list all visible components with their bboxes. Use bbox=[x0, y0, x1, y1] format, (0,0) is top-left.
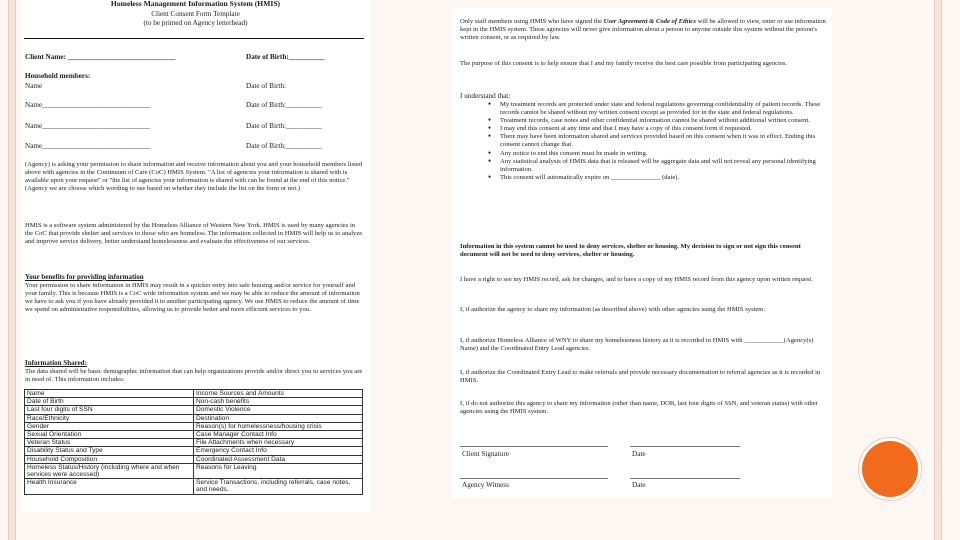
header-rule bbox=[24, 38, 364, 39]
info-table-row bbox=[25, 398, 363, 406]
authorization-option-2: I, if authorize Homeless Alliance of WNY to share my homelessness history as it is recorded in HMIS with ____________(Agency(s) Name) and the Coordinated Entry Lead agencies. bbox=[460, 337, 814, 353]
info-cell-left: Sexual Orientation bbox=[25, 431, 194, 439]
info-cell-right: File Attachments when necessary bbox=[194, 439, 363, 447]
member-name-4: Name______________________________ bbox=[25, 142, 150, 150]
info-cell-left: Last four digits of SSN bbox=[25, 406, 194, 414]
info-cell-right: Non-cash benefits bbox=[194, 398, 363, 406]
info-cell-right: Coordinated Assessment Data bbox=[194, 455, 363, 463]
understanding-item: ● I may end this consent at any time and that I may have a copy of this consent form if requested. bbox=[482, 125, 827, 133]
client-name-label: Client Name: ______________________________ bbox=[25, 53, 176, 61]
no-denial-statement: Information in this system cannot be used to deny services, shelter or housing. My decision to sign or not sign this consent document will not be used to deny services, shelter or housing. bbox=[460, 243, 801, 259]
authorization-option-1: I, if authorize the agency to share my information (as described above) with other agencies using the HMIS system. bbox=[460, 306, 766, 313]
accent-circle bbox=[862, 441, 918, 497]
information-shared-paragraph: The data shared will be basic demographic information that can help organizations provide and/or direct you to services you are in need of. This information includes: bbox=[25, 368, 363, 384]
form-subtitle: Client Consent Form Template bbox=[151, 10, 240, 18]
info-cell-right: Domestic Violence bbox=[194, 406, 363, 414]
info-table-row bbox=[25, 431, 363, 439]
form-letterhead-note: (to be printed on Agency letterhead) bbox=[143, 19, 248, 27]
understanding-list bbox=[482, 101, 827, 182]
staff-access-text-a: Only staff members using HMIS who have signed the bbox=[460, 18, 604, 25]
consent-purpose-paragraph: The purpose of this consent is to help ensure that I and my family receive the best care possible from participating agencies. bbox=[460, 60, 788, 67]
understanding-item: ● This consent will automatically expire on _______________ (date). bbox=[482, 174, 827, 182]
understanding-item: ● My treatment records are protected under state and federal regulations governing confidentiality of patient records. These records cannot be shared without my written consent except as provided for in the state and federal regulations. bbox=[482, 101, 827, 117]
info-cell-left: Household Composition bbox=[25, 455, 194, 463]
info-cell-right: Reason(s) for homelessness/housing crisis bbox=[194, 422, 363, 430]
information-shared-heading: Information Shared: bbox=[25, 359, 87, 367]
witness-date-line bbox=[630, 478, 740, 479]
info-cell-right: Service Transactions, including referrals, case notes, and needs. bbox=[194, 479, 363, 494]
info-cell-right: Income Sources and Amounts bbox=[194, 390, 363, 398]
info-cell-left: Gender bbox=[25, 422, 194, 430]
client-signature-label: Client Signature bbox=[462, 450, 509, 458]
witness-date-label: Date bbox=[632, 481, 646, 489]
info-table-row bbox=[25, 479, 363, 494]
benefits-paragraph: Your permission to share information in HMIS may result in a quicker entry into safe housing and/or service for yourself and your family. This is because HMIS is a CoC wide information system and we may be able to reduce the amount of information we have to ask you if you have already provided it to another participating agency. We use HMIS to reduce the amount of time we spend on administrative responsibilities, allowing us to provide better and more efficient services to you. bbox=[25, 282, 360, 314]
client-dob-label: Date of Birth:__________ bbox=[246, 53, 325, 61]
info-table-row bbox=[25, 390, 363, 398]
authorization-option-4: I, if do not authorize this agency to share my information (other than name, DOB, last four digits of SSN, and veteran status) with other agencies using the HMIS system. bbox=[460, 400, 818, 416]
information-shared-table bbox=[24, 389, 363, 495]
left-decorative-rail bbox=[8, 0, 16, 540]
info-cell-left: Date of Birth bbox=[25, 398, 194, 406]
user-agreement-emphasis: User Agreement & Code of Ethics bbox=[603, 18, 696, 25]
info-table-row bbox=[25, 447, 363, 455]
member-name-3: Name______________________________ bbox=[25, 122, 150, 130]
client-date-label: Date bbox=[632, 450, 646, 458]
info-cell-left: Homeless Status/History (including where and when services were accessed) bbox=[25, 463, 194, 478]
understanding-item: ● Any notice to end this consent must be made in writing. bbox=[482, 150, 827, 158]
understanding-item: ● Any statistical analysis of HMIS data that is released will be aggregate data and will not reveal any personal identifying information. bbox=[482, 158, 827, 174]
info-cell-left: Name bbox=[25, 390, 194, 398]
client-date-line bbox=[630, 446, 740, 447]
info-table-row bbox=[25, 406, 363, 414]
member-name-2: Name______________________________ bbox=[25, 101, 150, 109]
info-cell-right: Destination bbox=[194, 414, 363, 422]
authorization-option-3: I, if authorize the Coordinated Entry Lead to make referrals and provide necessary documentation to referral agencies as it is recorded in HMIS. bbox=[460, 369, 821, 385]
right-to-see-record: I have a right to see my HMIS record, ask for changes, and to have a copy of my HMIS record from this agency upon written request. bbox=[460, 276, 813, 283]
member-dob-3: Date of Birth:__________ bbox=[246, 122, 322, 130]
permission-paragraph: (Agency) is asking your permission to share information and receive information about you and your household members listed above with agencies in the Continuum of Care (CoC) HMIS System. "A list of agencies your information is shared with is available upon your request" or "the list of agencies your information is shared with can be found at the end of this notice." (Agency we are choose which wording to use based on whether they include the list on the form or not.) bbox=[25, 161, 363, 193]
agency-witness-label: Agency Witness bbox=[462, 481, 509, 489]
info-table-row bbox=[25, 439, 363, 447]
staff-access-paragraph bbox=[460, 18, 826, 42]
benefits-heading: Your benefits for providing information bbox=[25, 273, 144, 281]
witness-signature-line bbox=[460, 478, 608, 479]
client-signature-line bbox=[460, 446, 608, 447]
understanding-item: ● Treatment records, case notes and other confidential information cannot be shared without additional written consent. bbox=[482, 117, 827, 125]
hmis-description-paragraph: HMIS is a software system administered by the Homeless Alliance of Western New York. HMIS is used by many agencies in the CoC that provide shelter and services to those who are homeless. The information collected in HMIS will help us to analyze and improve service delivery, better understand homelessness and evaluate the effectiveness of our services. bbox=[25, 222, 363, 246]
consent-form-page-1 bbox=[21, 0, 370, 512]
understanding-item: ● There may have been information shared and services provided based on this consent when it was in effect. Ending this consent cannot change that. bbox=[482, 133, 827, 149]
info-cell-right: Reasons for Leaving bbox=[194, 463, 363, 478]
info-table-row bbox=[25, 422, 363, 430]
understand-heading: I understand that: bbox=[460, 92, 511, 100]
household-heading: Household members: bbox=[25, 72, 91, 80]
info-cell-left: Race/Ethnicity bbox=[25, 414, 194, 422]
consent-form-page-2 bbox=[452, 8, 832, 498]
info-cell-left: Veteran Status bbox=[25, 439, 194, 447]
info-table-row bbox=[25, 463, 363, 478]
right-decorative-rail bbox=[934, 0, 942, 540]
info-table-row bbox=[25, 455, 363, 463]
member-dob-2: Date of Birth:__________ bbox=[246, 101, 322, 109]
info-cell-right: Case Manager Contact Info bbox=[194, 431, 363, 439]
member-dob-1: Date of Birth: bbox=[246, 82, 286, 90]
member-name-1: Name bbox=[25, 82, 43, 90]
info-table-row bbox=[25, 414, 363, 422]
info-cell-left: Health Insurance bbox=[25, 479, 194, 494]
info-cell-left: Disability Status and Type bbox=[25, 447, 194, 455]
staff-access-text-b: will be allowed to view, enter or use information kept in the HMIS system. These agencies will never give information about a person to anyone outside this system without the person's written consent, or as required by law. bbox=[460, 18, 826, 42]
form-title: Homeless Management Information System (HMIS) bbox=[110, 0, 281, 8]
member-dob-4: Date of Birth:__________ bbox=[246, 142, 322, 150]
info-cell-right: Emergency Contact Info bbox=[194, 447, 363, 455]
